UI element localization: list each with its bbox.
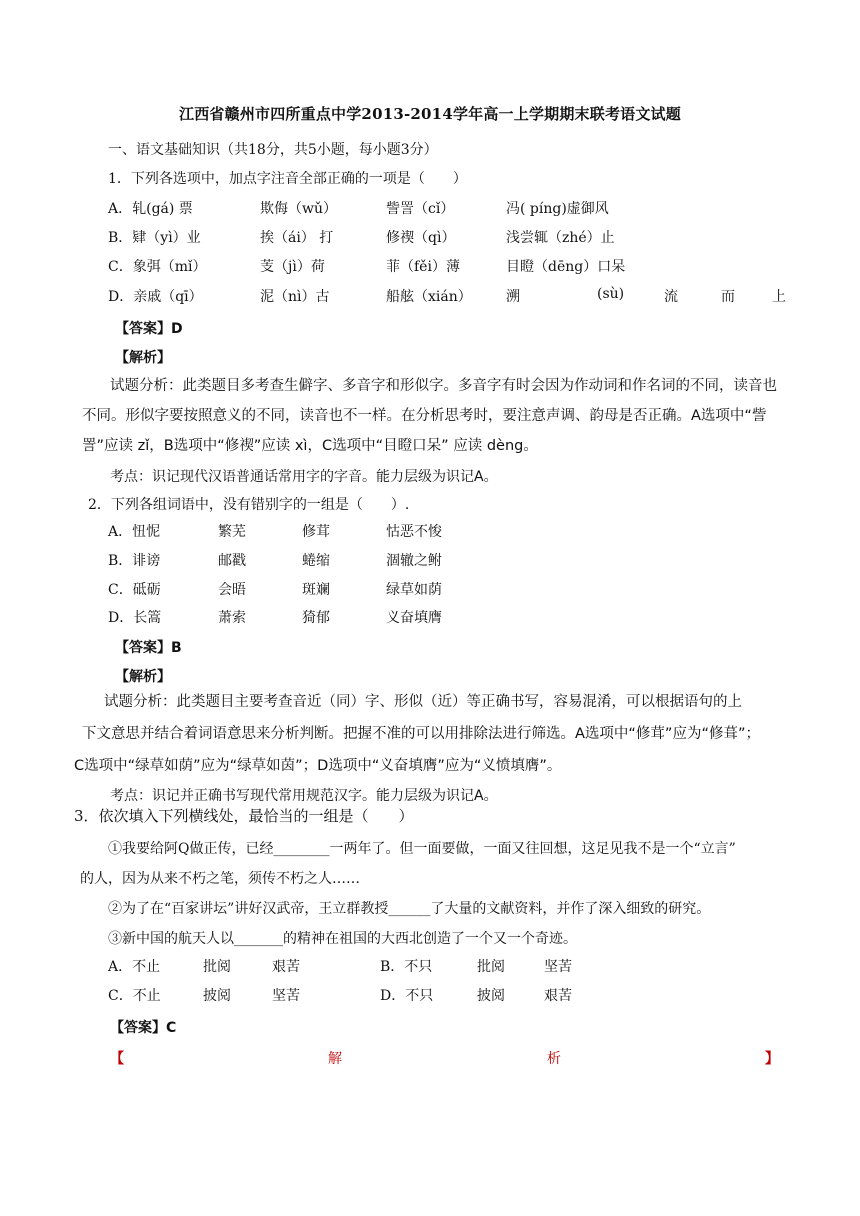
page-title: 江西省赣州市四所重点中学2013-2014学年高一上学期期末联考语文试题 bbox=[179, 105, 681, 123]
question-1-stem: 1．下列各选项中，加点字注音全部正确的一项是（ ） bbox=[108, 171, 467, 187]
answer-label: 【答案】 bbox=[115, 321, 171, 337]
option-label: C．不止 bbox=[108, 988, 161, 1004]
option-word: 猗郁 bbox=[302, 610, 330, 626]
question-2-kaodian: 考点：识记并正确书写现代常用规范汉字。能力层级为识记A。 bbox=[110, 788, 498, 804]
option-word: 溯 bbox=[506, 289, 520, 305]
option-word: (sù) bbox=[597, 286, 625, 302]
question-1-option-d bbox=[108, 286, 788, 306]
option-word: 披阅 bbox=[477, 988, 505, 1004]
option-word: 上 bbox=[772, 289, 786, 305]
option-word: 修茸 bbox=[302, 524, 330, 540]
option-word: 绿草如荫 bbox=[386, 582, 442, 598]
option-word: 而 bbox=[721, 289, 735, 305]
option-word: 会晤 bbox=[218, 582, 246, 598]
option-word: 坚苦 bbox=[544, 959, 572, 975]
option-label: B．肄（yì）业 bbox=[108, 230, 201, 246]
option-label: C．砥砺 bbox=[108, 582, 161, 598]
option-word: 批阅 bbox=[477, 959, 505, 975]
question-1-option-b bbox=[108, 227, 788, 247]
analysis-char: 解 bbox=[328, 1051, 342, 1067]
question-3-sentence-1: ①我要给阿Q做正传，已经________一两年了。但一面要做，一面又往回想，这足见我不是一个“立言” bbox=[108, 841, 736, 857]
question-3-analysis-label bbox=[110, 1048, 780, 1068]
question-3-options-cd bbox=[108, 985, 788, 1005]
option-word: 流 bbox=[664, 289, 678, 305]
option-word: 邮戳 bbox=[218, 553, 246, 569]
question-2-option-d bbox=[108, 607, 788, 627]
option-word: 目瞪（dēng）口呆 bbox=[506, 259, 626, 275]
option-label: D．长篙 bbox=[108, 610, 162, 626]
option-label: C．象弭（mǐ） bbox=[108, 259, 207, 275]
option-word: 艰苦 bbox=[544, 988, 572, 1004]
question-2-option-b bbox=[108, 550, 788, 570]
option-word: 披阅 bbox=[203, 988, 231, 1004]
option-word: 芰（jì）荷 bbox=[260, 259, 325, 275]
option-word: 泥（nì）古 bbox=[260, 289, 330, 305]
question-2-analysis-line-1: 试题分析：此类题目主要考查音近（同）字、形似（近）等正确书写，容易混淆，可以根据语句的上 bbox=[104, 694, 742, 710]
option-label: B．诽谤 bbox=[108, 553, 161, 569]
section-heading: 一、语文基础知识（共18分，共5小题，每小题3分） bbox=[108, 142, 438, 158]
option-word: 艰苦 bbox=[272, 959, 300, 975]
option-label: A．轧(gá) 票 bbox=[108, 201, 193, 217]
option-word: 菲（fěi）薄 bbox=[386, 259, 460, 275]
option-word: 怙恶不悛 bbox=[386, 524, 442, 540]
question-2-stem: 2．下列各组词语中，没有错别字的一组是（ ）. bbox=[88, 497, 410, 513]
option-word: 欺侮（wǔ） bbox=[260, 201, 337, 217]
option-word: 冯( píng)虚御风 bbox=[506, 201, 609, 217]
option-label: D．不只 bbox=[380, 988, 434, 1004]
option-word: 訾詈（cǐ） bbox=[386, 201, 455, 217]
answer-label: 【答案】 bbox=[115, 640, 171, 656]
question-2-analysis-line-2: 下文意思并结合着词语意思来分析判断。把握不准的可以用排除法进行筛选。A选项中“修茸”应为“修葺”； bbox=[82, 726, 760, 742]
option-word: 浅尝辄（zhé）止 bbox=[506, 230, 615, 246]
option-word: 蜷缩 bbox=[302, 553, 330, 569]
question-1-option-c bbox=[108, 256, 788, 276]
option-word: 涸辙之鲋 bbox=[386, 553, 442, 569]
question-3-sentence-2: ②为了在“百家讲坛”讲好汉武帝，王立群教授______了大量的文献资料，并作了深入细致的研究。 bbox=[108, 901, 711, 917]
question-3-stem: 3．依次填入下列横线处，最恰当的一组是（ ） bbox=[74, 807, 414, 825]
answer-value: C bbox=[166, 1020, 177, 1036]
bracket-close: 】 bbox=[765, 1051, 779, 1067]
question-3-answer bbox=[110, 1017, 176, 1037]
question-2-analysis-label: 【解析】 bbox=[115, 669, 171, 685]
question-1-option-a bbox=[108, 198, 788, 218]
question-1-kaodian: 考点：识记现代汉语普通话常用字的字音。能力层级为识记A。 bbox=[110, 469, 498, 485]
option-label: A．忸怩 bbox=[108, 524, 161, 540]
option-word: 繁芜 bbox=[218, 524, 246, 540]
option-word: 斑斓 bbox=[302, 582, 330, 598]
question-1-answer bbox=[115, 318, 183, 338]
option-word: 坚苦 bbox=[272, 988, 300, 1004]
question-3-options-ab bbox=[108, 956, 788, 976]
question-2-option-c bbox=[108, 579, 788, 599]
question-2-answer bbox=[115, 637, 182, 657]
option-label: A．不止 bbox=[108, 959, 161, 975]
option-label: B．不只 bbox=[380, 959, 433, 975]
question-3-sentence-1-cont: 的人，因为从来不朽之笔，须传不朽之人…… bbox=[80, 871, 360, 887]
analysis-char: 析 bbox=[547, 1051, 561, 1067]
answer-value: D bbox=[171, 321, 183, 337]
answer-label: 【答案】 bbox=[110, 1020, 166, 1036]
question-2-analysis-line-3: C选项中“绿草如荫”应为“绿草如茵”；D选项中“义奋填膺”应为“义愤填膺”。 bbox=[74, 758, 562, 774]
answer-value: B bbox=[171, 640, 182, 656]
option-word: 船舷（xián） bbox=[386, 289, 472, 305]
question-1-analysis-label: 【解析】 bbox=[115, 350, 171, 366]
bracket-open: 【 bbox=[110, 1051, 124, 1067]
option-word: 义奋填膺 bbox=[386, 610, 442, 626]
option-word: 萧索 bbox=[218, 610, 246, 626]
option-label: D．亲戚（qī） bbox=[108, 289, 203, 305]
question-1-analysis bbox=[82, 371, 782, 461]
analysis-text: 试题分析：此类题目多考查生僻字、多音字和形似字。多音字有时会因为作动词和作名词的不同，读音也不同。形似字要按照意义的不同，读音也不一样。在分析思考时，要注意声调、韵母是否正确。A选项中“訾詈”应读 zǐ，B选项中“修禊”应读 xì，C选项中“目瞪口呆” 应读 dèng。 bbox=[82, 378, 777, 454]
option-word: 修禊（qì） bbox=[386, 230, 456, 246]
option-word: 批阅 bbox=[203, 959, 231, 975]
option-word: 挨（ái） 打 bbox=[260, 230, 334, 246]
question-3-sentence-3: ③新中国的航天人以_______的精神在祖国的大西北创造了一个又一个奇迹。 bbox=[108, 931, 577, 947]
question-2-option-a bbox=[108, 521, 788, 541]
